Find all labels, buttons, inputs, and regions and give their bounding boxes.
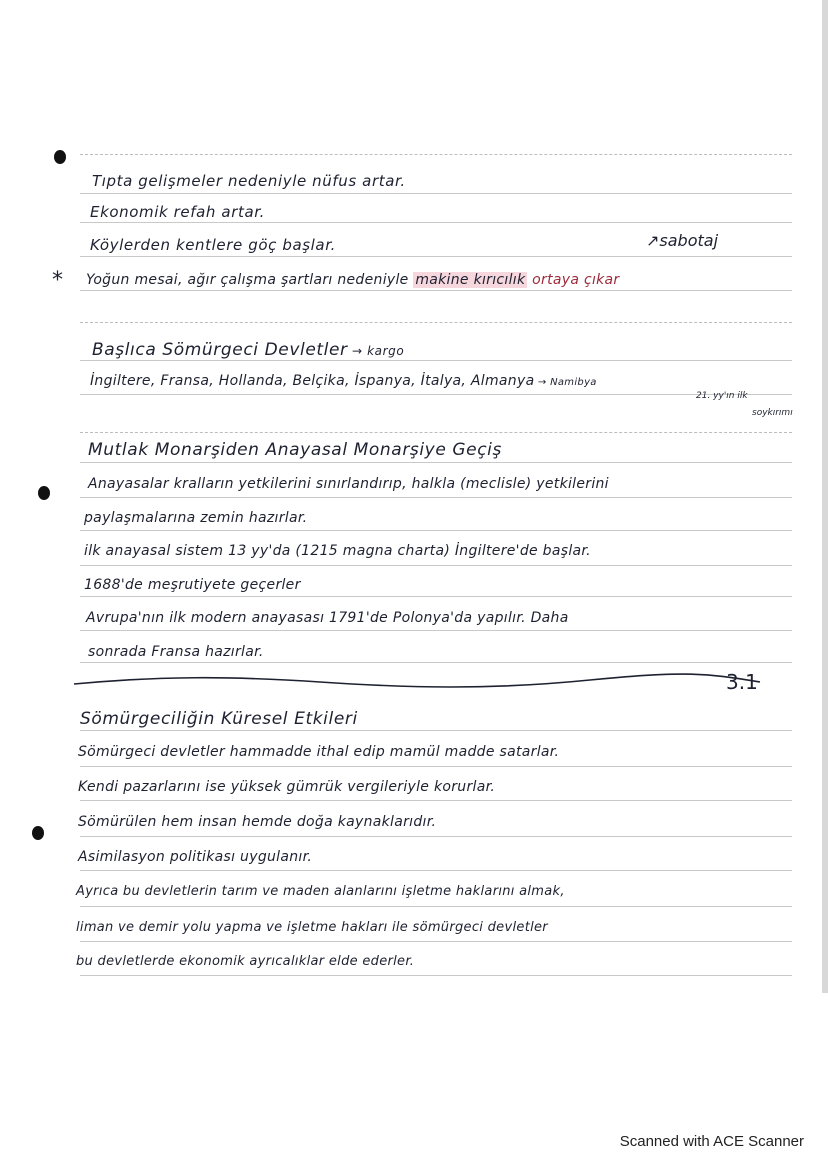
note-text: Yoğun mesai, ağır çalışma şartları nedeniyle bbox=[86, 272, 414, 288]
ruled-line bbox=[80, 256, 792, 257]
note-text-red: ortaya çıkar bbox=[527, 272, 620, 288]
ruled-line bbox=[80, 836, 792, 837]
note-line: Ayrıca bu devletlerin tarım ve maden alanlarını işletme haklarını almak, bbox=[76, 884, 565, 899]
ruled-line bbox=[80, 530, 792, 531]
star-icon: * bbox=[52, 268, 63, 293]
note-line: bu devletlerde ekonomik ayrıcalıklar elde ederler. bbox=[76, 954, 415, 969]
ruled-line bbox=[80, 432, 792, 433]
sabotage-note: ↗sabotaj bbox=[646, 231, 719, 250]
note-line: Sömürülen hem insan hemde doğa kaynaklarıdır. bbox=[78, 814, 437, 830]
century-note: 21. yy'ın ilk bbox=[696, 391, 748, 401]
section-title-note: kargo bbox=[367, 344, 405, 358]
ruled-line bbox=[80, 222, 792, 223]
note-line: Kendi pazarlarını ise yüksek gümrük vergileriyle korurlar. bbox=[78, 779, 496, 795]
note-line: Asimilasyon politikası uygulanır. bbox=[78, 849, 313, 865]
page-number: 3.1 bbox=[726, 670, 758, 694]
namibia-note: Namibya bbox=[550, 377, 597, 388]
note-line: liman ve demir yolu yapma ve işletme hakları ile sömürgeci devletler bbox=[76, 920, 548, 935]
ruled-line bbox=[80, 870, 792, 871]
ruled-line bbox=[80, 193, 792, 194]
ruled-line bbox=[80, 360, 792, 361]
note-line: Sömürgeci devletler hammadde ithal edip mamül madde satarlar. bbox=[78, 744, 560, 760]
ruled-line bbox=[80, 975, 792, 976]
ruled-line bbox=[80, 800, 792, 801]
arrow-icon: → bbox=[534, 377, 551, 388]
note-line: Ekonomik refah artar. bbox=[90, 203, 265, 221]
genocide-note: soykırımı bbox=[752, 408, 793, 418]
note-line: ilk anayasal sistem 13 yy'da (1215 magna charta) İngiltere'de başlar. bbox=[84, 543, 591, 559]
ruled-line bbox=[80, 497, 792, 498]
section-title: Başlıca Sömürgeci Devletler → kargo bbox=[92, 340, 405, 360]
ruled-line bbox=[80, 322, 792, 323]
arrow-icon: ↗ bbox=[646, 231, 660, 250]
ruled-line bbox=[80, 394, 792, 395]
note-line: Köylerden kentlere göç başlar. bbox=[90, 236, 336, 254]
ruled-line bbox=[80, 906, 792, 907]
arrow-icon: → bbox=[347, 344, 368, 358]
ruled-line bbox=[80, 565, 792, 566]
ruled-line bbox=[80, 766, 792, 767]
highlighted-note-line bbox=[86, 272, 620, 288]
ruled-line bbox=[80, 462, 792, 463]
ruled-line bbox=[80, 154, 792, 155]
scanner-watermark: Scanned with ACE Scanner bbox=[619, 1133, 804, 1150]
section-title: Sömürgeciliğin Küresel Etkileri bbox=[80, 709, 358, 729]
note-line: Tıpta gelişmeler nedeniyle nüfus artar. bbox=[92, 172, 406, 190]
wavy-divider bbox=[70, 662, 770, 702]
section-title: Mutlak Monarşiden Anayasal Monarşiye Geçiş bbox=[88, 440, 502, 460]
note-line: 1688'de meşrutiyete geçerler bbox=[84, 577, 301, 593]
ruled-line bbox=[80, 596, 792, 597]
binder-hole bbox=[32, 826, 44, 840]
country-list: İngiltere, Fransa, Hollanda, Belçika, İspanya, İtalya, Almanya → Namibya bbox=[90, 373, 597, 389]
note-line: Avrupa'nın ilk modern anayasası 1791'de Polonya'da yapılır. Daha bbox=[86, 610, 569, 626]
note-line: paylaşmalarına zemin hazırlar. bbox=[84, 510, 308, 526]
ruled-line bbox=[80, 290, 792, 291]
note-line: Anayasalar kralların yetkilerini sınırlandırıp, halkla (meclisle) yetkilerini bbox=[88, 476, 609, 492]
highlight-text: makine kırıcılık bbox=[415, 272, 526, 288]
binder-hole bbox=[54, 150, 66, 164]
binder-hole bbox=[38, 486, 50, 500]
ruled-line bbox=[80, 941, 792, 942]
ruled-line bbox=[80, 630, 792, 631]
ruled-line bbox=[80, 730, 792, 731]
note-line: sonrada Fransa hazırlar. bbox=[88, 644, 264, 660]
